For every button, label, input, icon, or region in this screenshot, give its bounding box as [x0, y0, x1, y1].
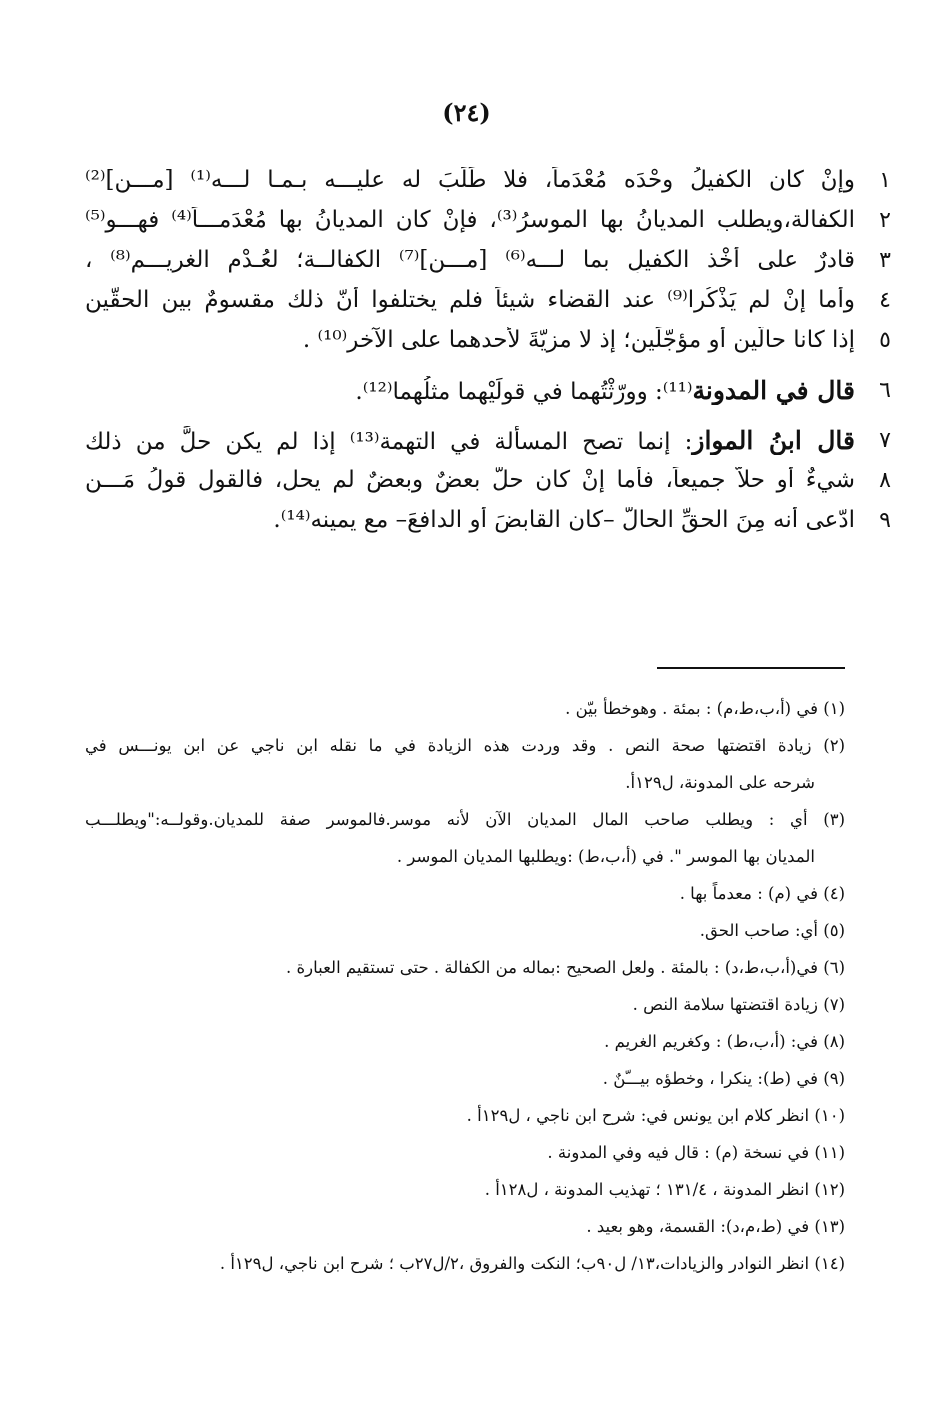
line-number: ٣ [879, 247, 891, 273]
footnote: (٦) في(أ،ب،ط،د) : بالمئة . ولعل الصحيح :بماله من الكفالة . حتى تستقيم العبارة . [285, 958, 845, 977]
line-number: ٢ [879, 207, 891, 233]
line-number: ٥ [879, 327, 891, 353]
text-line [85, 370, 891, 410]
footnote-continuation: شرحه على المدونة، ل١٢٩أ. [625, 773, 815, 792]
section-lead: قال ابنُ المواز [692, 425, 855, 455]
line-number: ٩ [879, 507, 891, 533]
section-lead: قال في المدونة [692, 375, 855, 405]
line-text: شيءٌ أو حلاّ جميعاً، فأما إنْ كان حلّ بعضٌ وبعضٌ لم يحل، فالقول قولُ مَـــنِ [85, 467, 855, 493]
text-line [85, 160, 891, 200]
line-text: وأما إنْ لم يَذْكُرا⁽⁹⁾ عند القضاء شيئاً فلم يختلفوا أنّ ذلك مقسومٌ بين الحقّين [85, 287, 855, 313]
footnote: (٥) أي: صاحب الحق. [699, 921, 845, 940]
text-line [85, 200, 891, 240]
text-line [85, 280, 891, 320]
footnote-continuation: المديان بها الموسر ". في (أ،ب،ط) :ويطلبها المديان الموسر . [396, 847, 815, 866]
footnote: (٤) في (م) : معدماً بها . [679, 884, 845, 903]
footnote: (١٣) في (ط،م،د): القسمة، وهو بعيد . [586, 1217, 845, 1236]
line-text: إذا كانا حالّين أو مؤجّلَين؛ إذ لا مزيّةَ لأحدهما على الآخر⁽¹⁰⁾ . [302, 327, 855, 353]
line-text: وإنْ كان الكفيلُ وحْدَه مُعْدَماً، فلا طَلَبَ له عليـــه بـمـا لـــه⁽¹⁾ [مـــن]⁽²⁾ [85, 167, 855, 193]
line-text: ادّعى أنه مِنَ الحقِّ الحالّ –كان القابضَ أو الدافعَ– مع يمينه⁽¹⁴⁾. [273, 507, 855, 533]
text-line [85, 320, 891, 360]
text-line [85, 460, 891, 500]
line-number: ٦ [879, 377, 891, 403]
line-body: : إنما تصح المسألة في التهمة⁽¹³⁾ إذا لم يكن حلَّ من ذلك [85, 428, 693, 455]
line-number: ١ [879, 167, 891, 193]
footnote: (١١) في نسخة (م) : قال فيه وفي المدونة . [547, 1143, 845, 1162]
line-number: ٨ [879, 467, 891, 493]
main-text [85, 160, 891, 540]
line-text: قادرٌ على أخْذ الكفيلِ بما لـــه⁽⁶⁾ [مـــن]⁽⁷⁾ الكفالــة؛ لعُـدْمِ الغريـــم⁽⁸⁾ ، [85, 247, 855, 273]
line-text [85, 426, 855, 455]
footnote: (٧) زيادة اقتضتها سلامة النص . [632, 995, 845, 1014]
line-body: ⁽¹¹⁾: وورّثْتُهما في قولَيْهما مثلُهما⁽¹²⁾. [355, 378, 693, 405]
line-number: ٧ [879, 427, 891, 453]
footnote: (١٠) انظر كلام ابن يونس في: شرح ابن ناجي ، ل١٢٩أ . [466, 1106, 845, 1125]
footnote: (١٤) انظر النوادر والزيادات،١٣/ ل٩٠ب؛ النكت والفروق ،٢/ل٢٧ب ؛ شرح ابن ناجي، ل١٢٩أ . [219, 1254, 845, 1273]
line-text [85, 376, 855, 405]
footnote: (٨) في: (أ،ب،ط) : وكغريم الغريم . [604, 1032, 845, 1051]
footnote: (١) في (أ،ب،ط،م) : بمئة . وهوخطأ بيّن . [565, 699, 845, 718]
page-number: (٢٤) [442, 98, 491, 127]
text-line [85, 240, 891, 280]
footnote: (١٢) انظر المدونة ، ١٣١/٤ ؛ تهذيب المدونة ، ل١٢٨أ . [484, 1180, 845, 1199]
footnotes [85, 690, 845, 1282]
footnote: (٢) زيادة اقتضتها صحة النص . وقد وردت هذه الزيادة في ما نقله ابن ناجي عن ابن يونـــس في [85, 736, 845, 755]
line-number: ٤ [879, 287, 891, 313]
footnote: (٣) أي : ويطلب صاحب المال المديان الآن لأنه موسر.فالموسر صفة للمديان.وقولــه:"ويطلـــب [85, 810, 845, 829]
footnote: (٩) في (ط): ينكرا ، وخطؤه بيـــّنٌ . [602, 1069, 845, 1088]
footnote-separator [657, 667, 845, 669]
text-line [85, 420, 891, 460]
text-line [85, 500, 891, 540]
line-text: الكفالة،ويطلب المديانُ بها الموسرُ⁽³⁾، فإنْ كان المديانُ بها مُعْدَمـــاً⁽⁴⁾ فهـــو⁽⁵⁾ [85, 207, 855, 233]
